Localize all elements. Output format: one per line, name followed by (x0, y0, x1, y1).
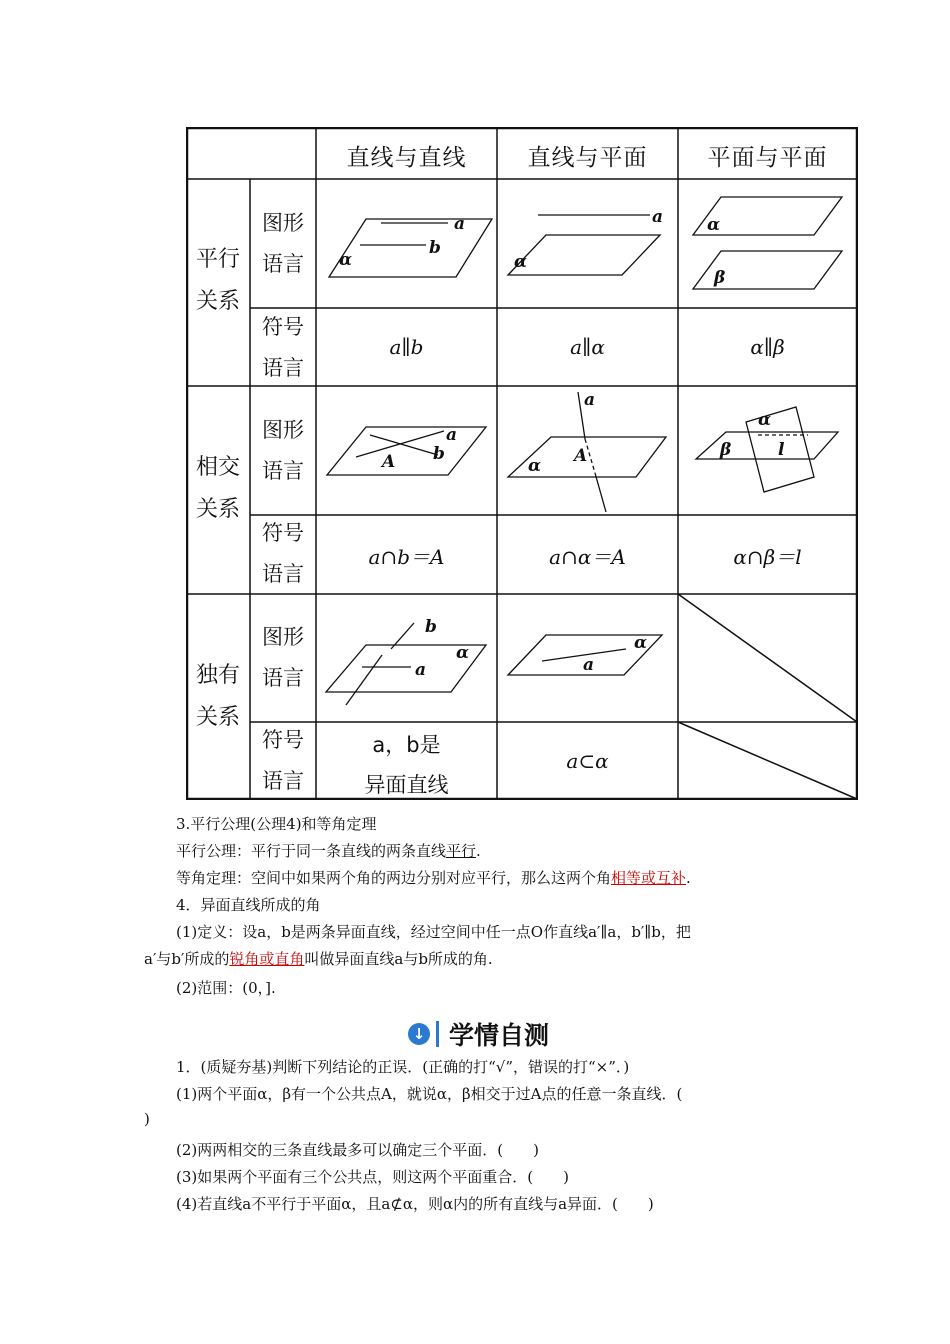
sub-label-line2: 语言 (262, 666, 304, 690)
sub-label-line2: 语言 (262, 252, 304, 276)
header-line-plane: 直线与平面 (527, 145, 648, 171)
parallel-axiom-answer: 平行 (446, 842, 477, 860)
question-1-1: (1)两个平面α，β有一个公共点A，就说α，β相交于过A点的任意一条直线．( (176, 1085, 683, 1103)
question-1-2: (2)两两相交的三条直线最多可以确定三个平面．( ) (176, 1141, 539, 1159)
label-alpha: α (758, 410, 772, 430)
group-label-line1: 相交 (195, 455, 240, 480)
label-l: l (778, 440, 785, 460)
label-b: b (429, 238, 441, 258)
equal-angle-theorem (176, 867, 691, 888)
symbol-parallel-line-plane: a∥α (570, 335, 605, 359)
sub-label-figure (250, 410, 316, 492)
group-label-unique (186, 655, 250, 739)
sub-label-symbol (250, 513, 316, 595)
label-a: a (415, 660, 427, 680)
group-label-line2: 关系 (195, 705, 240, 730)
sub-label-line2: 语言 (262, 769, 304, 793)
relations-table (186, 127, 858, 800)
symbol-intersect-planes: α∩β＝l (733, 545, 802, 569)
section-heading (408, 1016, 549, 1052)
header-plane-plane: 平面与平面 (707, 145, 828, 171)
group-label-line2: 关系 (195, 289, 240, 314)
label-b: b (433, 444, 445, 464)
label-alpha: α (339, 250, 353, 270)
group-label-line2: 关系 (195, 497, 240, 522)
symbol-skew-lines (316, 725, 497, 805)
def-answer: 锐角或直角 (229, 950, 305, 968)
symbol-skew-line1: a，b是 (372, 733, 441, 757)
section-title: 学情自测 (449, 1021, 550, 1050)
group-label-line1: 独有 (195, 663, 240, 688)
sub-label-line2: 语言 (262, 356, 304, 380)
header-line-line: 直线与直线 (346, 145, 467, 171)
label-a: a (446, 425, 458, 445)
label-beta: β (720, 440, 732, 460)
symbol-skew-line2: 异面直线 (364, 773, 449, 797)
group-label-intersect (186, 447, 250, 531)
heading-bar (436, 1021, 439, 1047)
figure-skew-lines (326, 623, 486, 705)
group-label-line1: 平行 (195, 247, 240, 272)
question-1: 1．(质疑夯基)判断下列结论的正误．(正确的打“√”，错误的打“×”．) (176, 1058, 630, 1076)
symbol-line-in-plane: a⊂α (566, 749, 609, 773)
sub-label-line1: 图形 (262, 418, 304, 442)
group-label-parallel (186, 239, 250, 323)
sub-label-line1: 符号 (262, 315, 304, 339)
sub-label-symbol (250, 307, 316, 389)
def-text-end: 叫做异面直线a与b所成的角. (304, 950, 493, 968)
symbol-parallel-lines: a∥b (389, 335, 424, 359)
question-1-4: (4)若直线a不平行于平面α，且a⊄α，则α内的所有直线与a异面．( ) (176, 1195, 654, 1213)
sub-label-line2: 语言 (262, 459, 304, 483)
question-1-1-cont: ) (144, 1110, 150, 1128)
label-a: a (454, 214, 466, 234)
figure-parallel-lines (329, 219, 492, 277)
sub-label-line1: 符号 (262, 521, 304, 545)
parallel-axiom (176, 840, 481, 861)
label-alpha: α (514, 252, 528, 272)
symbol-parallel-planes: α∥β (750, 335, 785, 359)
label-A: A (382, 452, 396, 472)
def-text: a′与b′所成的 (144, 950, 230, 968)
label-alpha: α (634, 633, 648, 653)
label-a: a (583, 655, 595, 675)
skew-angle-definition: (1)定义：设a，b是两条异面直线，经过空间中任一点O作直线a′∥a，b′∥b，把 (176, 923, 691, 941)
punct: . (686, 869, 691, 887)
section4-title: 4．异面直线所成的角 (176, 896, 321, 914)
equal-angle-text: 等角定理：空间中如果两个角的两边分别对应平行，那么这两个角 (176, 869, 612, 887)
skew-angle-range: (2)范围：(0，]. (176, 979, 276, 997)
label-b: b (425, 617, 437, 637)
sub-label-line1: 图形 (262, 625, 304, 649)
sub-label-symbol (250, 720, 316, 802)
sub-label-line1: 图形 (262, 211, 304, 235)
label-A: A (574, 446, 588, 466)
symbol-intersect-lines: a∩b＝A (368, 545, 445, 569)
down-arrow-icon: ↓ (408, 1023, 430, 1045)
sub-label-line2: 语言 (262, 562, 304, 586)
parallel-axiom-text: 平行公理：平行于同一条直线的两条直线 (176, 842, 447, 860)
sub-label-figure (250, 617, 316, 699)
skew-angle-definition-cont (144, 948, 493, 969)
figure-parallel-line-plane (508, 215, 660, 275)
figure-intersecting-lines (327, 427, 486, 475)
punct: . (476, 842, 481, 860)
label-alpha: α (456, 643, 470, 663)
question-1-3: (3)如果两个平面有三个公共点，则这两个平面重合．( ) (176, 1168, 569, 1186)
label-a: a (652, 207, 664, 227)
equal-angle-answer: 相等或互补 (611, 869, 687, 887)
sub-label-figure (250, 203, 316, 285)
label-beta: β (714, 268, 726, 288)
sub-label-line1: 符号 (262, 728, 304, 752)
label-alpha: α (707, 215, 721, 235)
label-alpha: α (528, 456, 542, 476)
symbol-intersect-line-plane: a∩α＝A (549, 545, 626, 569)
label-a: a (584, 390, 596, 410)
section3-title: 3.平行公理(公理4)和等角定理 (176, 815, 377, 833)
